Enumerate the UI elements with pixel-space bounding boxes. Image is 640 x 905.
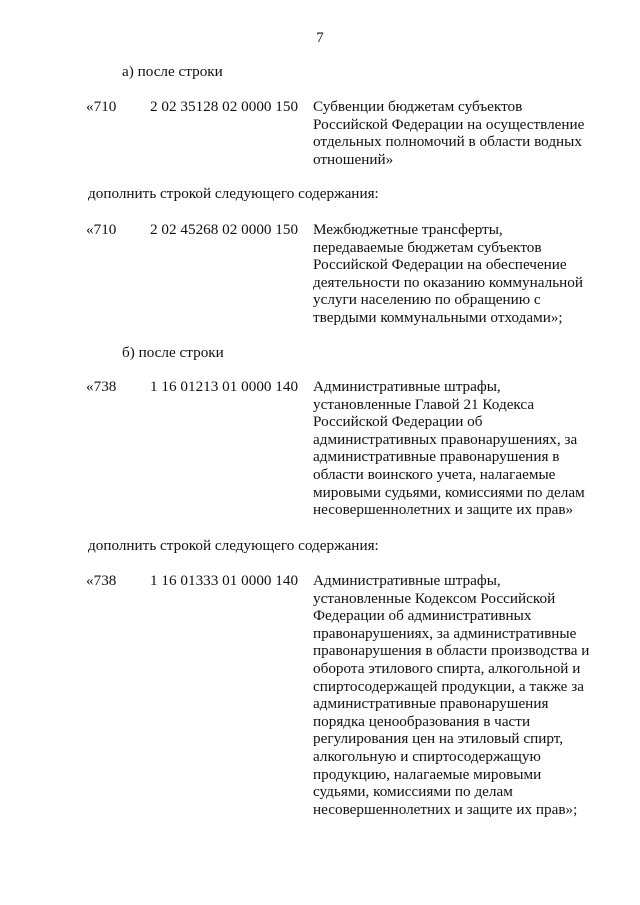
description-line: порядка ценообразования в части [313,712,531,730]
description-line: установленные Главой 21 Кодекса [313,395,535,413]
kbk-code: 2 02 45268 02 0000 150 [150,221,299,238]
description-line: судьями, комиссиями по делам [313,783,513,801]
description-line: Российской Федерации на обеспечение [313,256,567,274]
description-line: отношений» [313,150,394,168]
description-line: продукцию, налагаемые мировыми [313,765,542,783]
row-description [313,378,613,519]
description-line: алкогольную и спиртосодержащую [313,747,541,765]
description-line: Межбюджетные трансферты, [313,221,503,238]
description-line: передаваемые бюджетам субъектов [313,238,542,256]
description-line: мировыми судьями, комиссиями по делам [313,483,585,501]
kbk-code: 1 16 01213 01 0000 140 [150,378,299,395]
description-line: Административные штрафы, [313,572,501,589]
description-line: деятельности по оказанию коммунальной [313,273,583,291]
page-number: 7 [316,30,324,46]
description-line: оборота этилового спирта, алкогольной и [313,659,581,677]
description-line: твердыми коммунальными отходами»; [313,308,563,326]
kbk-code: 1 16 01333 01 0000 140 [150,572,299,589]
description-line: административные правонарушения [313,695,549,713]
budget-code: «738 [86,572,117,589]
description-line: услуги населению по обращению с [313,291,541,309]
section-b-heading: б) после строки [122,344,224,361]
description-line: Федерации об административных [313,607,532,625]
description-line: области воинского учета, налагаемые [313,465,556,483]
section-b-connector: дополнить строкой следующего содержания: [88,537,379,554]
description-line: правонарушениях, за административные [313,624,577,642]
description-line: правонарушения в области производства и [313,642,590,660]
description-line: несовершеннолетних и защите их прав»; [313,800,578,818]
description-line: регулирования цен на этиловый спирт, [313,730,564,748]
budget-code: «738 [86,378,117,395]
budget-code: «710 [86,221,117,238]
row-description [313,221,613,327]
kbk-code: 2 02 35128 02 0000 150 [150,98,299,115]
section-a-connector: дополнить строкой следующего содержания: [88,185,379,202]
description-line: Административные штрафы, [313,378,501,395]
description-line: установленные Кодексом Российской [313,589,556,607]
budget-code: «710 [86,98,117,115]
description-line: спиртосодержащей продукции, а также за [313,677,584,695]
description-line: Субвенции бюджетам субъектов [313,98,523,115]
row-description [313,98,613,168]
description-line: несовершеннолетних и защите их прав» [313,501,574,519]
row-description [313,572,613,818]
description-line: отдельных полномочий в области водных [313,133,582,151]
description-line: административные правонарушения в [313,448,560,466]
description-line: Российской Федерации на осуществление [313,115,585,133]
description-line: административных правонарушениях, за [313,430,578,448]
section-a-heading: а) после строки [122,63,223,80]
description-line: Российской Федерации об [313,413,483,431]
